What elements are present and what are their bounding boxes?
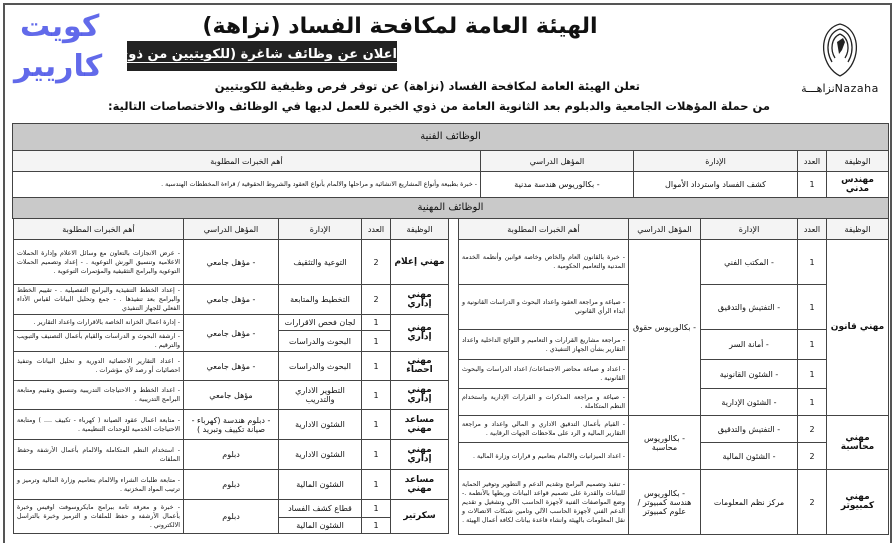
page-title: الهيئة العامة لمكافحة الفساد (نزاهة) (202, 14, 598, 39)
department: التطوير الاداري والتدريب (279, 381, 362, 410)
vacancy-count: 1 (362, 381, 391, 410)
required-experience: - خبرة بالقانون العام والخاص وخاصة قوانين وأنظمة الخدمة المدنية والتعاميم الحكومية . (459, 240, 629, 285)
required-experience: - ارشفة البحوث و الدراسات والقيام بأعمال التصنيف والتبويب والترقيم . (14, 331, 184, 352)
intro-line-1: تعلن الهيئة العامة لمكافحة الفساد (نزاهة) عن توفر فرص وظيفية للكويتيين (214, 79, 640, 93)
technical-section-title: الوظائف الفنية (12, 123, 889, 151)
qualification: دبلوم (184, 440, 279, 470)
department: - الشئون القانونية (701, 360, 798, 389)
vacancy-count: 1 (362, 352, 391, 381)
column-header-qual: المؤهل الدراسي (629, 219, 701, 240)
column-header-exp: أهم الخبرات المطلوبة (13, 151, 481, 172)
intro-line-2: من حملة المؤهلات الجامعية والدبلوم بعد الثانوية العامة من ذوي الخبرة للعمل لديها في الوظائف والاختصاصات التالية: (107, 99, 770, 113)
qualification: - بكالوريوس حقوق (629, 240, 701, 416)
required-experience: - متابعة اعمال عقود الصيانة ( كهرباء - تكييف .... ) ومتابعة الاحتياجات الخدمية للوحدات التنظيمية . (14, 410, 184, 440)
department: الشئون المالية (279, 470, 362, 500)
header-row (13, 151, 889, 172)
qualification: - مؤهل جامعي (184, 240, 279, 285)
column-header-exp: أهم الخبرات المطلوبة (14, 219, 184, 240)
required-experience: - مراجعة مشاريع القرارات و التعاميم و اللوائح الداخلية واعداد التقارير بشأن الجهاز التنفيذي . (459, 330, 629, 360)
column-header-dept: الإدارة (279, 219, 362, 240)
table-row (14, 440, 449, 470)
required-experience: - استخدام النظم المتكاملة والالمام بأعمال الأرشفة وحفظ الملفات (14, 440, 184, 470)
vacancy-count: 2 (798, 470, 827, 535)
column-header-dept: الإدارة (701, 219, 798, 240)
table-row (13, 172, 889, 198)
table-row (14, 381, 449, 410)
department: لجان فحص الاقرارات (279, 315, 362, 331)
required-experience: - القيام بأعمال التدقيق الاداري و المالي واعداد و مراجعة التقارير المالية و الرد على ملاحظات الجهات الرقابية . (459, 416, 629, 443)
required-experience: - خبرة بطبيعة وأنواع المشاريع الانشائية و مراحلها والالمام بأنواع العقود والشروط الحقوقية / قراءة المخططات الهندسية . (13, 172, 481, 198)
logo-arabic: نزاهـــة (801, 82, 835, 95)
vacancy-count: 1 (362, 518, 391, 534)
department: البحوث والدراسات (279, 352, 362, 381)
qualification: - بكالوريوس هندسة مدنية (481, 172, 634, 198)
column-header-dept: الإدارة (634, 151, 798, 172)
vacancy-count: 1 (798, 240, 827, 285)
vacancy-count: 1 (362, 440, 391, 470)
vacancy-count: 1 (362, 500, 391, 518)
required-experience: - إدارة اعمال الخزانة الخاصة بالاقرارات واعداد التقارير . (14, 315, 184, 331)
vacancy-count: 2 (362, 240, 391, 285)
table-row (14, 315, 449, 331)
professional-section-title: الوظائف المهنية (12, 197, 889, 219)
qualification: مؤهل جامعي (184, 381, 279, 410)
required-experience: - صياغة و مراجعة العقود واعداد البحوث و الدراسات القانونية و ابداء الرأي القانوني (459, 285, 629, 330)
watermark-line-2: كاريير (14, 49, 103, 84)
nazaha-logo (785, 20, 895, 95)
column-header-count: العدد (798, 151, 827, 172)
job-title: مهني إداري (391, 315, 449, 352)
department: الشئون الادارية (279, 410, 362, 440)
logo-latin: Nazaha (834, 82, 879, 95)
professional-jobs-table-right (458, 218, 889, 535)
required-experience: - تنفيذ وتصميم البرامج وتقديم الدعم و التطوير وتوفير الحماية للبيانات والقدرة على تصميم قواعد البيانات وربطها بالأنظمة .- وضع المواصفات الفنية لأجهزة الحاسب الآلي وتشغيل و تقديم الدعم الفني لأجهزة الحاسب الآلي وتامين شبكات الاتصالات و نقل المعلومات بالهيئة وانشاء قاعدة بيانات لكافة أعمال الهيئة . (459, 470, 629, 535)
table-row (14, 352, 449, 381)
watermark-line-1: كويت (20, 9, 100, 44)
required-experience: - اعداد الميزانيات والالمام بتعاميم و قرارات وزارة المالية . (459, 443, 629, 470)
job-title: مهني إعلام (391, 240, 449, 285)
required-experience: - اعداد التقارير الاحصائية الدورية و تحليل البيانات وتنفيذ احصائيات أو رصد لأي مؤشرات . (14, 352, 184, 381)
job-title: مهني إداري (391, 381, 449, 410)
job-title: مهني احصاء (391, 352, 449, 381)
required-experience: - اعداد الخطط و الاحتياجات التدريبية وتنسيق وتقييم ومتابعة البرامج التدريبية . (14, 381, 184, 410)
department: التخطيط والمتابعة (279, 285, 362, 315)
job-title: مهني إداري (391, 440, 449, 470)
department: مركز نظم المعلومات (701, 470, 798, 535)
vacancy-banner (66, 41, 397, 71)
department: - الشئون الإدارية (701, 389, 798, 416)
department: - المكتب الفني (701, 240, 798, 285)
qualification: - بكالوريوس محاسبة (629, 416, 701, 470)
column-header-job: الوظيفة (827, 219, 889, 240)
table-row (459, 470, 889, 535)
qualification: - مؤهل جامعي (184, 285, 279, 315)
vacancy-count: 1 (798, 172, 827, 198)
column-header-qual: المؤهل الدراسي (481, 151, 634, 172)
column-header-qual: المؤهل الدراسي (184, 219, 279, 240)
technical-jobs-table (12, 150, 889, 198)
required-experience: - صياغة و مراجعة المذكرات و القرارات الإدارية واستخدام النظم المتكاملة . (459, 389, 629, 416)
qualification: - مؤهل جامعي (184, 352, 279, 381)
vacancy-count: 2 (362, 285, 391, 315)
vacancy-count: 2 (798, 443, 827, 470)
qualification: - مؤهل جامعي (184, 315, 279, 352)
table-row (14, 500, 449, 518)
professional-jobs-table-left (13, 218, 449, 534)
vacancy-count: 1 (798, 389, 827, 416)
required-experience: - إعداد الخطط التنفيذية والبرامج التفصيلية . - تقييم الخطط والبرامج بعد تنفيذها . - جمع وتحليل البيانات لقياس الأداء الفعلي للجهاز التنفيذي (14, 285, 184, 315)
qualification: دبلوم (184, 470, 279, 500)
vacancy-count: 1 (362, 470, 391, 500)
required-experience: - عرض الانجازات بالتعاون مع وسائل الاعلام وإدارة الحملات الاعلامية وتنسيق الورش التوعوية . - إعداد وتصميم الحملات التوعوية والبرامج التثقيفية والمؤتمرات التوعوية . (14, 240, 184, 285)
header-row (459, 219, 889, 240)
vacancy-count: 1 (798, 330, 827, 360)
qualification: - بكالوريوس هندسة كمبيوتر / علوم كمبيوتر (629, 470, 701, 535)
vacancy-count: 1 (362, 410, 391, 440)
eagle-emblem-icon (817, 20, 863, 78)
vacancy-count: 1 (798, 285, 827, 330)
department: قطاع كشف الفساد (279, 500, 362, 518)
department: التوعية والتثقيف (279, 240, 362, 285)
table-row (14, 410, 449, 440)
department: الشئون الادارية (279, 440, 362, 470)
job-title: مهندس مدني (827, 172, 889, 198)
department: - التفتيش والتدقيق (701, 416, 798, 443)
vacancy-count: 1 (362, 331, 391, 352)
required-experience: - متابعة طلبات الشراء والالمام بتعاميم وزارة المالية وترميز و ترتيب المواد المخزنية . (14, 470, 184, 500)
department: البحوث والدراسات (279, 331, 362, 352)
vacancy-count: 2 (798, 416, 827, 443)
job-title: مساعد مهني (391, 410, 449, 440)
job-title: مهني كمبيوتر (827, 470, 889, 535)
job-title: سكرتير (391, 500, 449, 534)
column-header-exp: أهم الخبرات المطلوبة (459, 219, 629, 240)
table-row (14, 470, 449, 500)
job-title: مهني إداري (391, 285, 449, 315)
job-title: مساعد مهني (391, 470, 449, 500)
column-header-count: العدد (798, 219, 827, 240)
table-row (14, 285, 449, 315)
vacancy-count: 1 (362, 315, 391, 331)
department: - الشئون المالية (701, 443, 798, 470)
job-title: مهني قانون (827, 240, 889, 416)
table-row (459, 416, 889, 443)
banner-text: اعلان عن وظائف شاغرة (للكويتيين من ذوي الخبرة) (66, 47, 397, 62)
qualification: - دبلوم هندسة (كهرباء - صيانة تكييف وتبريد ) (184, 410, 279, 440)
column-header-count: العدد (362, 219, 391, 240)
qualification: دبلوم (184, 500, 279, 534)
department: - أمانة السر (701, 330, 798, 360)
header-row (14, 219, 449, 240)
column-header-job: الوظيفة (391, 219, 449, 240)
required-experience: - اعداد و صياغة محاضر الاجتماعات/ اعداد الدراسات والبحوث القانونية . (459, 360, 629, 389)
department: الشئون المالية (279, 518, 362, 534)
department: كشف الفساد واسترداد الأموال (634, 172, 798, 198)
column-header-job: الوظيفة (827, 151, 889, 172)
job-title: مهني محاسبة (827, 416, 889, 470)
required-experience: - خبرة و معرفة تامة ببرامج مايكروسوفت اوفيس وخبرة بأعمال الأرشفة و حفظ للملفات و الترميز وخبرة بالتراسل الالكتروني . (14, 500, 184, 534)
vacancy-count: 1 (798, 360, 827, 389)
table-row (459, 240, 889, 285)
department: - التفتيش والتدقيق (701, 285, 798, 330)
table-row (14, 240, 449, 285)
